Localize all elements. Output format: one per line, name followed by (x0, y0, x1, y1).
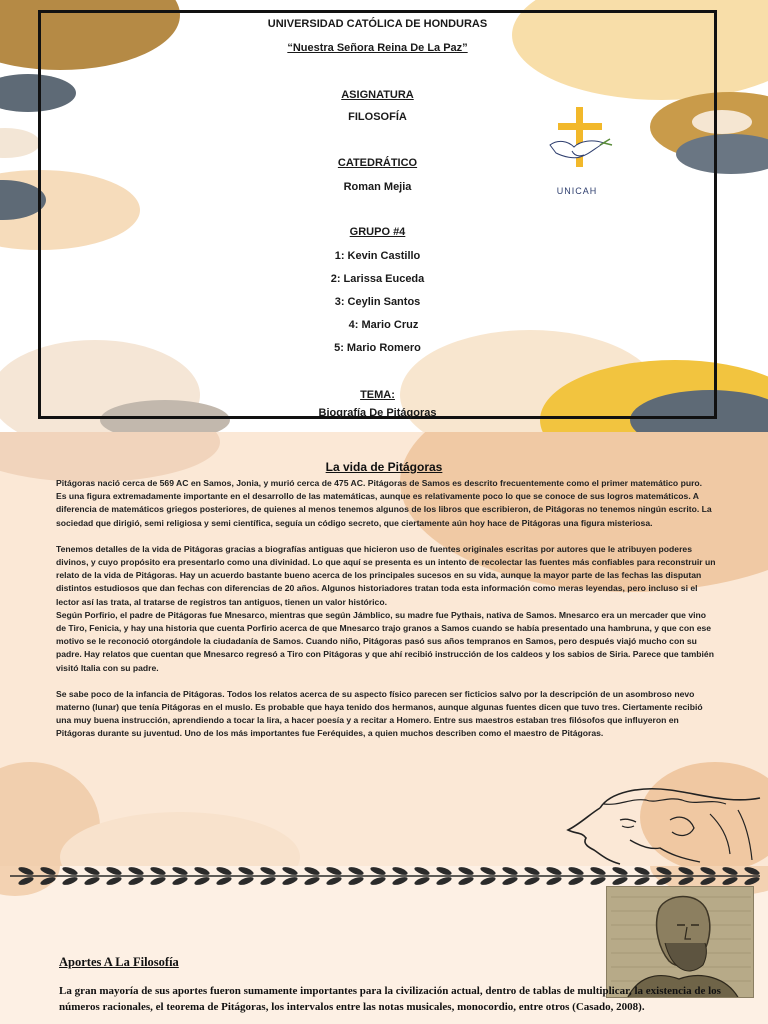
laurel-leaf (215, 866, 232, 877)
bio-paragraph: Tenemos detalles de la vida de Pitágoras gracias a biografías antiguas que hicieron uso de fuentes originales escritas por autores que le atribuyen poderes divinos, y cuyo propósito era presentarlo como una divinidad. Lo que aquí se presenta es un intento de recolectar las fuentes más confiables para reconstruir un relato de la vida de Pitágoras. Hay un acuerdo bastante bueno acerca de los principales sucesos en su vida, aunque la mayor parte de las fechas las disputan distintos estudiosos que dan fechas con diferencias de 20 años. Algunos historiadores tratan toda esta información como meras leyendas, pero incluso si el lector así las trata, al tratarse de registros tan antiguos, tienen un valor histórico. (56, 543, 716, 607)
laurel-leaf (391, 866, 408, 877)
laurel-leaf (413, 866, 430, 877)
bio-paragraph: Según Porfirio, el padre de Pitágoras fue Mnesarco, mientras que según Jámblico, su madre fue Pythais, nativa de Samos. Mnesarco era un mercader que vino de Tiro, Fenicia, y hay una historia que cuenta Porfirio acerca de que Mnesarco trajo granos a Samos cuando se había presentado una hambruna, y que con ese motivo se le reconoció otorgándole la ciudadanía de Samos. Cuando niño, Pitágoras pasó sus años tempranos en Samos, pero después viajó mucho con su padre. Hay relatos que cuentan que Mnesarco regresó a Tiro con Pitágoras y que ahí recibió instrucción de los caldeos y los sabios de Siria. Parece que también visitó Italia con su padre. (56, 609, 714, 673)
cover-slide (0, 0, 768, 432)
laurel-leaf (743, 875, 760, 886)
laurel-leaf (39, 875, 56, 886)
laurel-leaf (699, 866, 716, 877)
laurel-leaf (567, 875, 584, 886)
laurel-leaf (17, 875, 34, 886)
laurel-leaf (721, 866, 738, 877)
laurel-leaf (259, 875, 276, 886)
laurel-leaf (589, 866, 606, 877)
laurel-leaf (523, 866, 540, 877)
laurel-leaf (171, 866, 188, 877)
laurel-leaf (281, 875, 298, 886)
laurel-leaf (501, 875, 518, 886)
laurel-leaf (369, 875, 386, 886)
laurel-leaf (215, 875, 232, 886)
laurel-leaf (237, 875, 254, 886)
laurel-leaf (325, 866, 342, 877)
aportes-body: La gran mayoría de sus aportes fueron sumamente importantes para la civilización actual, dentro de tablas de multiplicar, la existencia de los números racionales, el teorema de Pitágoras, los intervalos entre las notas musicales, monocordio, entre otros (Casado, 2008). (59, 985, 721, 1013)
laurel-leaf (479, 875, 496, 886)
laurel-leaf (391, 875, 408, 886)
laurel-leaf (655, 875, 672, 886)
laurel-leaf (149, 866, 166, 877)
laurel-leaf (611, 866, 628, 877)
laurel-leaf (655, 866, 672, 877)
laurel-leaf (523, 875, 540, 886)
laurel-leaf (193, 875, 210, 886)
laurel-leaf (17, 866, 34, 877)
laurel-leaf (545, 866, 562, 877)
laurel-leaf (633, 875, 650, 886)
laurel-leaf (303, 875, 320, 886)
laurel-leaf (743, 866, 760, 877)
bio-paragraph: Es una figura extremadamente importante en el desarrollo de las matemáticas, aunque es relativamente poco lo que se conoce de sus logros matemáticos. A diferencia de matemáticos griegos posteriores, de quienes al menos tenemos algunos de los libros que escribieron, de Pitágoras no tenemos ningún escrito. La sociedad que dirigió, semi religiosa y semi científica, seguía un código secreto, que ciertamente aún hoy hace de Pitágoras una figura misteriosa. (56, 491, 712, 528)
laurel-leaf (281, 866, 298, 877)
laurel-leaf (721, 875, 738, 886)
biography-slide (0, 432, 768, 866)
topic-label: TEMA: (360, 389, 395, 401)
laurel-leaf (105, 875, 122, 886)
laurel-leaf (259, 866, 276, 877)
pythagoras-portrait (606, 886, 754, 998)
university-name: UNIVERSIDAD CATÓLICA DE HONDURAS (267, 18, 488, 30)
bio-body (56, 477, 716, 741)
campus-name (38, 42, 717, 54)
laurel-leaf (325, 875, 342, 886)
laurel-leaf (479, 866, 496, 877)
laurel-leaf (545, 875, 562, 886)
laurel-leaf (501, 866, 518, 877)
laurel-leaf (347, 866, 364, 877)
laurel-leaf (127, 866, 144, 877)
laurel-leaf (171, 875, 188, 886)
member-4: 4: Mario Cruz (348, 319, 419, 331)
aportes-slide (0, 866, 768, 1024)
campus-name-text: “Nuestra Señora Reina De La Paz” (287, 42, 468, 54)
decor-circle (0, 128, 40, 158)
laurel-leaf (457, 866, 474, 877)
cover-frame (38, 10, 717, 419)
teacher-name: Roman Mejia (343, 181, 412, 193)
member-5: 5: Mario Romero (334, 342, 421, 354)
laurel-leaf (457, 875, 474, 886)
bio-paragraph: Pitágoras nació cerca de 569 AC en Samos, Jonia, y murió cerca de 475 AC. Pitágoras de Samos es descrito frecuentemente como el primer matemático puro. (56, 478, 703, 488)
laurel-leaf (61, 875, 78, 886)
laurel-leaf (589, 875, 606, 886)
laurel-leaf (39, 866, 56, 877)
laurel-leaf (237, 866, 254, 877)
laurel-leaf (149, 875, 166, 886)
bio-paragraph: Se sabe poco de la infancia de Pitágoras. Todos los relatos acerca de su aspecto físico parecen ser ficticios salvo por la descripción de un asombroso nevo materno (lunar) que tenía Pitágoras en el muslo. Es probable que haya tenido dos hermanos, aunque algunas fuentes dicen que tuvo tres. Ciertamente recibió una muy buena instrucción, aprendiendo a tocar la lira, a hacer poesía y a recitar a Homero. Entre sus maestros estaban tres filósofos que influyeron en Pitágoras durante su juventud. Uno de los más importantes fue Feréquides, a quien muchos describen como el maestro de Pitágoras. (56, 688, 703, 739)
laurel-leaf (611, 875, 628, 886)
pythagoras-sketch (560, 784, 768, 866)
member-1: 1: Kevin Castillo (334, 250, 421, 262)
laurel-leaf (127, 875, 144, 886)
laurel-leaf (83, 866, 100, 877)
laurel-leaf (369, 866, 386, 877)
decor-circle (0, 432, 220, 482)
laurel-leaf (413, 875, 430, 886)
subject: FILOSOFÍA (348, 111, 407, 123)
laurel-leaf (105, 866, 122, 877)
laurel-leaf (677, 875, 694, 886)
laurel-leaf (567, 866, 584, 877)
laurel-leaf (699, 875, 716, 886)
subject-label: ASIGNATURA (341, 89, 414, 101)
laurel-leaf (193, 866, 210, 877)
laurel-leaf (61, 866, 78, 877)
laurel-leaf (303, 866, 320, 877)
group-label: GRUPO #4 (349, 226, 406, 238)
laurel-leaf (435, 866, 452, 877)
topic: Biografía De Pitágoras (318, 407, 437, 419)
bio-title: La vida de Pitágoras (325, 460, 443, 474)
laurel-leaf (435, 875, 452, 886)
member-3: 3: Ceylin Santos (334, 296, 421, 308)
aportes-title: Aportes A La Filosofía (59, 955, 179, 969)
logo-text: UNICAH (556, 186, 598, 196)
laurel-leaf (83, 875, 100, 886)
laurel-leaf (633, 866, 650, 877)
laurel-leaf (347, 875, 364, 886)
member-2: 2: Larissa Euceda (330, 273, 425, 285)
teacher-label: CATEDRÁTICO (337, 157, 418, 169)
laurel-leaf (677, 866, 694, 877)
